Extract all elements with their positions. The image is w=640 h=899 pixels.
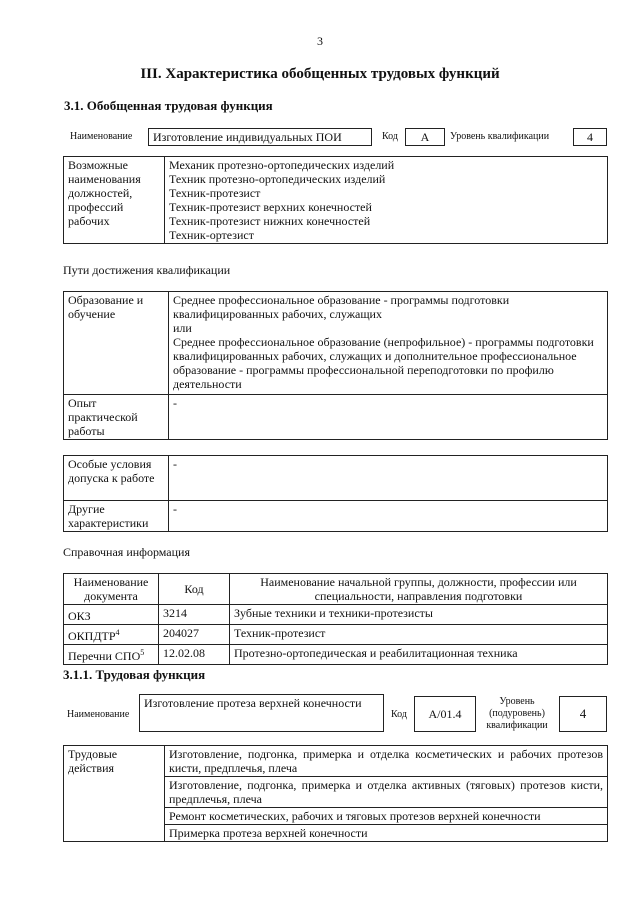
- ref-header-code: Код: [159, 574, 230, 605]
- ref-header-name: Наименование начальной группы, должности, профессии или специальности, направления подготовки: [230, 574, 608, 605]
- position-item: Техник-протезист нижних конечностей: [169, 214, 371, 228]
- ref-code: 3214: [159, 605, 230, 625]
- action-item: Изготовление, подгонка, примерка и отделка активных (тяговых) протезов кисти, предплечья, плеча: [165, 777, 608, 808]
- ref-name: Протезно-ортопедическая и реабилитационная техника: [230, 645, 608, 665]
- paths-caption: Пути достижения квалификации: [63, 263, 231, 277]
- conditions-table: [63, 455, 608, 532]
- education-label: Образование и обучение: [64, 292, 169, 395]
- special-conditions-value: -: [169, 456, 608, 501]
- page-number: 3: [317, 34, 323, 48]
- gtf-code-label: Код: [382, 131, 398, 142]
- actions-label: Трудовые действия: [64, 746, 165, 842]
- positions-table: [63, 156, 608, 244]
- tf-level-value: 4: [559, 696, 607, 732]
- tf-name-value: Изготовление протеза верхней конечности: [139, 694, 384, 732]
- tf-level-label: Уровень (подуровень) квалификации: [486, 696, 548, 731]
- actions-table: [63, 745, 608, 842]
- tf-heading: 3.1.1. Трудовая функция: [63, 667, 206, 682]
- education-or: или: [173, 321, 192, 335]
- experience-value: -: [169, 395, 608, 440]
- ref-code: 12.02.08: [159, 645, 230, 665]
- position-item: Механик протезно-ортопедических изделий: [169, 158, 395, 172]
- ref-name: Зубные техники и техники-протезисты: [230, 605, 608, 625]
- positions-list: [165, 157, 608, 244]
- action-item: Ремонт косметических, рабочих и тяговых протезов верхней конечности: [165, 808, 608, 825]
- position-item: Техник-протезист верхних конечностей: [169, 200, 372, 214]
- reference-caption: Справочная информация: [63, 545, 190, 559]
- action-item: Изготовление, подгонка, примерка и отделка косметических и рабочих протезов кисти, предплечья, плеча: [165, 746, 608, 777]
- experience-label: Опыт практической работы: [64, 395, 169, 440]
- ref-doc: ОКЗ: [64, 605, 159, 625]
- other-characteristics-value: -: [169, 501, 608, 532]
- position-item: Техник-протезист: [169, 186, 261, 200]
- ref-code: 204027: [159, 625, 230, 645]
- table-row: [64, 625, 608, 645]
- reference-table: [63, 573, 608, 665]
- ref-name: Техник-протезист: [230, 625, 608, 645]
- table-row: [64, 605, 608, 625]
- education-value-2: Среднее профессиональное образование (непрофильное) - программы подготовки квалифицированных рабочих, служащих и дополнительное профессиональное образование - программы профессиональной переподготовки по профилю деятельности: [173, 335, 594, 391]
- special-conditions-label: Особые условия допуска к работе: [64, 456, 169, 501]
- tf-name-label: Наименование: [67, 709, 130, 720]
- gtf-level-label: Уровень квалификации: [450, 131, 550, 142]
- table-row: [64, 645, 608, 665]
- section-title: III. Характеристика обобщенных трудовых функций: [140, 66, 500, 82]
- education-values: [169, 292, 608, 395]
- tf-code-label: Код: [391, 709, 407, 720]
- position-item: Техник протезно-ортопедических изделий: [169, 172, 386, 186]
- position-item: Техник-ортезист: [169, 228, 255, 242]
- gtf-name-label: Наименование: [70, 131, 133, 142]
- ref-doc: Перечни СПО$^5$: [64, 645, 159, 665]
- education-value-1: Среднее профессиональное образование - программы подготовки квалифицированных рабочих, служащих: [173, 293, 510, 321]
- paths-table: [63, 291, 608, 440]
- tf-code-value: A/01.4: [414, 696, 476, 732]
- gtf-level-value: 4: [573, 128, 607, 146]
- positions-label: Возможные наименования должностей, профессий рабочих: [64, 157, 165, 244]
- gtf-heading: 3.1. Обобщенная трудовая функция: [64, 98, 273, 113]
- ref-header-doc: Наименование документа: [64, 574, 159, 605]
- action-item: Примерка протеза верхней конечности: [165, 825, 608, 842]
- gtf-code-value: A: [405, 128, 445, 146]
- ref-doc: ОКПДТР$^4$: [64, 625, 159, 645]
- other-characteristics-label: Другие характеристики: [64, 501, 169, 532]
- gtf-name-value: Изготовление индивидуальных ПОИ: [148, 128, 372, 146]
